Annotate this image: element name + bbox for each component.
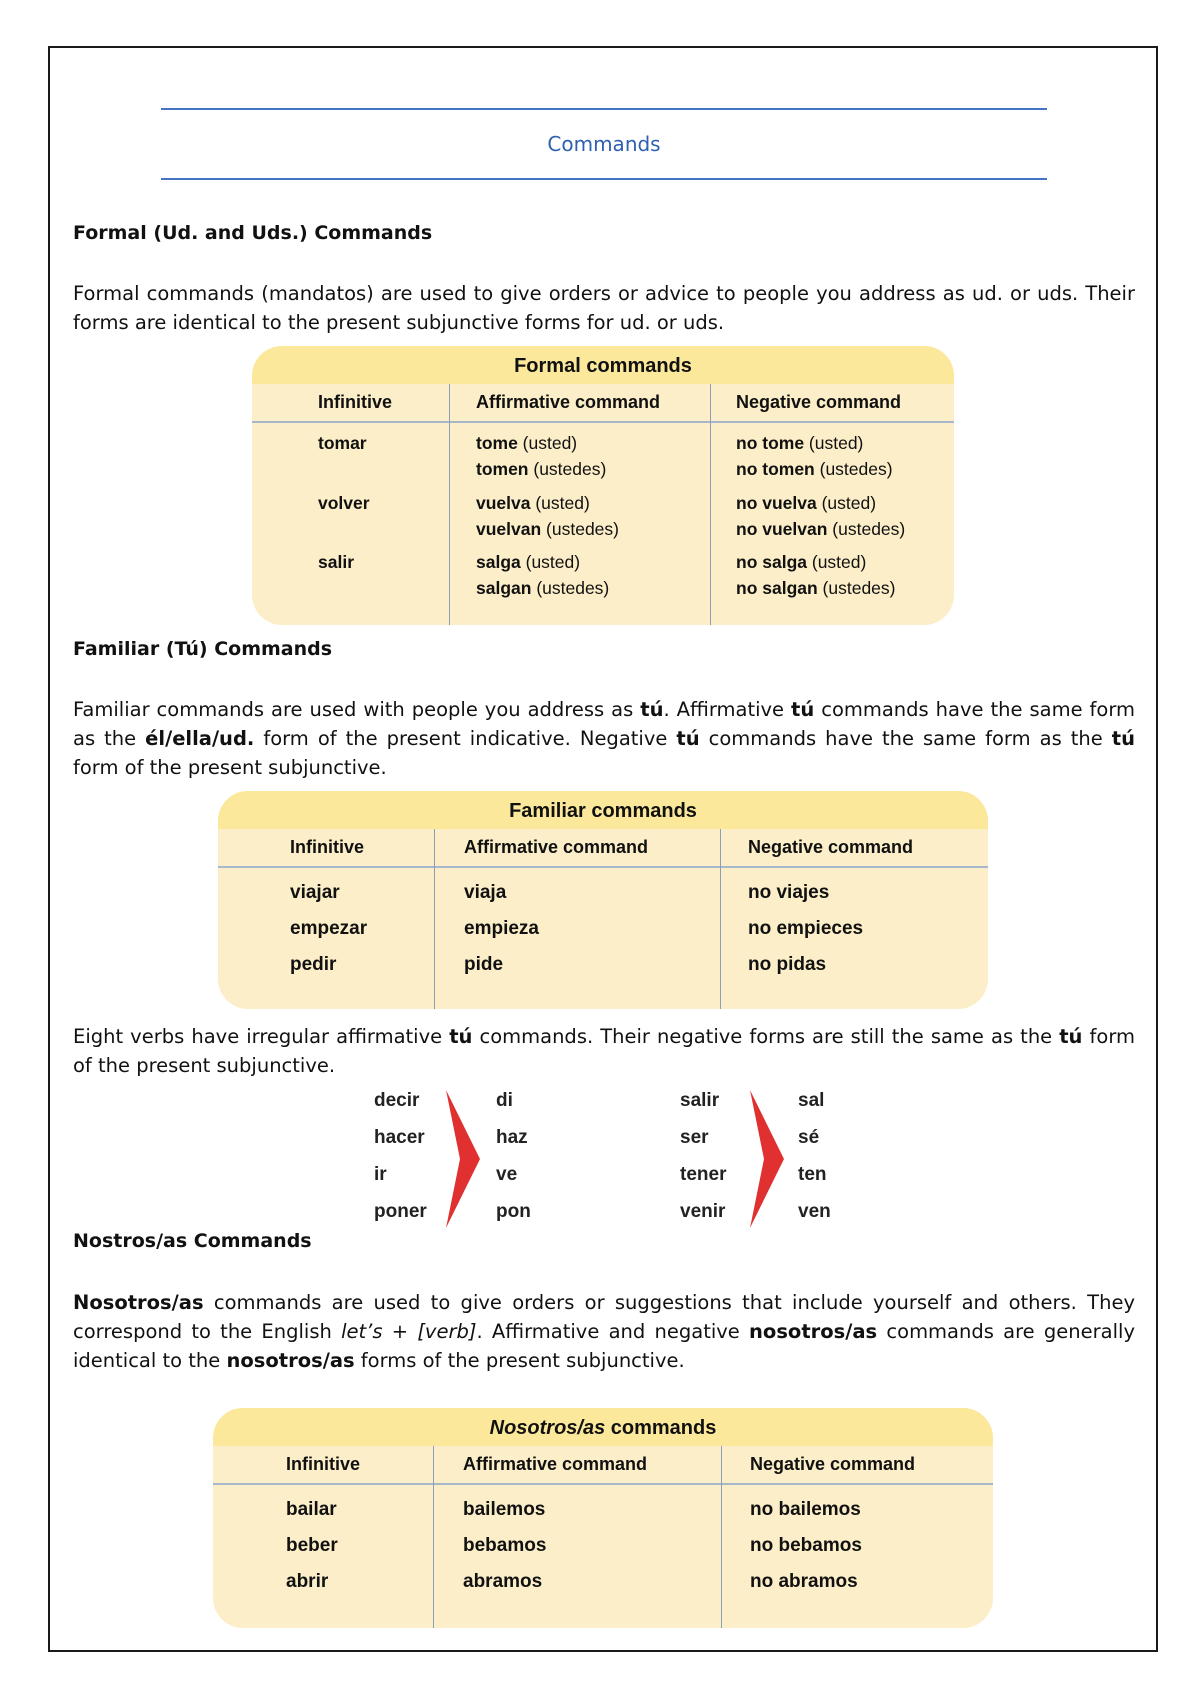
column-divider	[710, 384, 711, 625]
table-cell: tome (usted) tomen (ustedes)	[476, 433, 607, 479]
familiar-commands-table	[218, 791, 988, 1009]
table-cell: no viajes no empieces no pidas	[748, 882, 864, 975]
column-divider	[433, 1446, 434, 1628]
table-cell: salir	[318, 552, 354, 572]
table-caption: Formal commands	[252, 346, 954, 384]
header-affirmative: Affirmative command	[463, 1454, 648, 1474]
header-negative: Negative command	[748, 837, 914, 857]
table-cell: volver	[318, 493, 370, 513]
title-rule-top	[161, 108, 1047, 110]
table-cell: no vuelva (usted) no vuelvan (ustedes)	[736, 493, 906, 539]
table-cell: tomar	[318, 433, 367, 453]
table-caption: Familiar commands	[218, 791, 988, 829]
formal-paragraph: Formal commands (mandatos) are used to give orders or advice to people you address as ud. or uds. Their forms are identical to the present subjunctive forms for ud. or uds.	[73, 282, 1135, 334]
column-divider	[449, 384, 450, 625]
column-divider	[434, 829, 435, 1009]
table-cell: no bailemos no bebamos no abramos	[750, 1499, 862, 1592]
table-cell: bailar beber abrir	[286, 1499, 338, 1592]
chevron-arrow-icon	[746, 1090, 786, 1228]
familiar-paragraph: Familiar commands are used with people you address as tú. Affirmative tú commands have the same form as the él/ella/ud. form of the present indicative. Negative tú commands have the same form as the tú form of the present subjunctive.	[73, 698, 1135, 779]
nosotros-commands-table	[213, 1408, 993, 1628]
table-cell: vuelva (usted) vuelvan (ustedes)	[476, 493, 619, 539]
nosotros-heading: Nostros/as Commands	[73, 1230, 312, 1252]
irregular-commands-right: sal sé ten ven	[798, 1090, 831, 1222]
header-negative: Negative command	[750, 1454, 916, 1474]
chevron-arrow-icon	[442, 1090, 482, 1228]
header-infinitive: Infinitive	[286, 1454, 361, 1474]
table-caption: Nosotros/as commands	[213, 1408, 993, 1446]
header-affirmative: Affirmative command	[464, 837, 649, 857]
irregular-verbs-left: decir hacer ir poner	[374, 1090, 427, 1222]
header-infinitive: Infinitive	[290, 837, 365, 857]
table-cell: viaja empieza pide	[464, 882, 539, 975]
irregular-paragraph: Eight verbs have irregular affirmative tú commands. Their negative forms are still the same as the tú form of the present subjunctive.	[73, 1025, 1135, 1077]
table-header	[218, 829, 988, 868]
irregular-commands-left: di haz ve pon	[496, 1090, 531, 1222]
irregular-verbs-right: salir ser tener venir	[680, 1090, 727, 1222]
page-title: Commands	[547, 132, 661, 156]
table-header	[252, 384, 954, 423]
table-cell: salga (usted) salgan (ustedes)	[476, 552, 610, 598]
familiar-heading: Familiar (Tú) Commands	[73, 638, 333, 660]
column-divider	[720, 829, 721, 1009]
table-cell: no salga (usted) no salgan (ustedes)	[736, 552, 896, 598]
header-infinitive: Infinitive	[318, 392, 393, 412]
formal-commands-table	[252, 346, 954, 625]
formal-heading: Formal (Ud. and Uds.) Commands	[73, 222, 433, 244]
header-negative: Negative command	[736, 392, 902, 412]
table-header	[213, 1446, 993, 1485]
header-affirmative: Affirmative command	[476, 392, 661, 412]
nosotros-paragraph: Nosotros/as commands are used to give orders or suggestions that include yourself and others. They correspond to the English let’s + [verb]. Affirmative and negative nosotros/as commands are generally identical to the nosotros/as forms of the present subjunctive.	[73, 1291, 1135, 1372]
title-rule-bottom	[161, 178, 1047, 180]
table-cell: bailemos bebamos abramos	[463, 1499, 547, 1592]
column-divider	[721, 1446, 722, 1628]
table-cell: no tome (usted) no tomen (ustedes)	[736, 433, 893, 479]
table-cell: viajar empezar pedir	[290, 882, 368, 975]
